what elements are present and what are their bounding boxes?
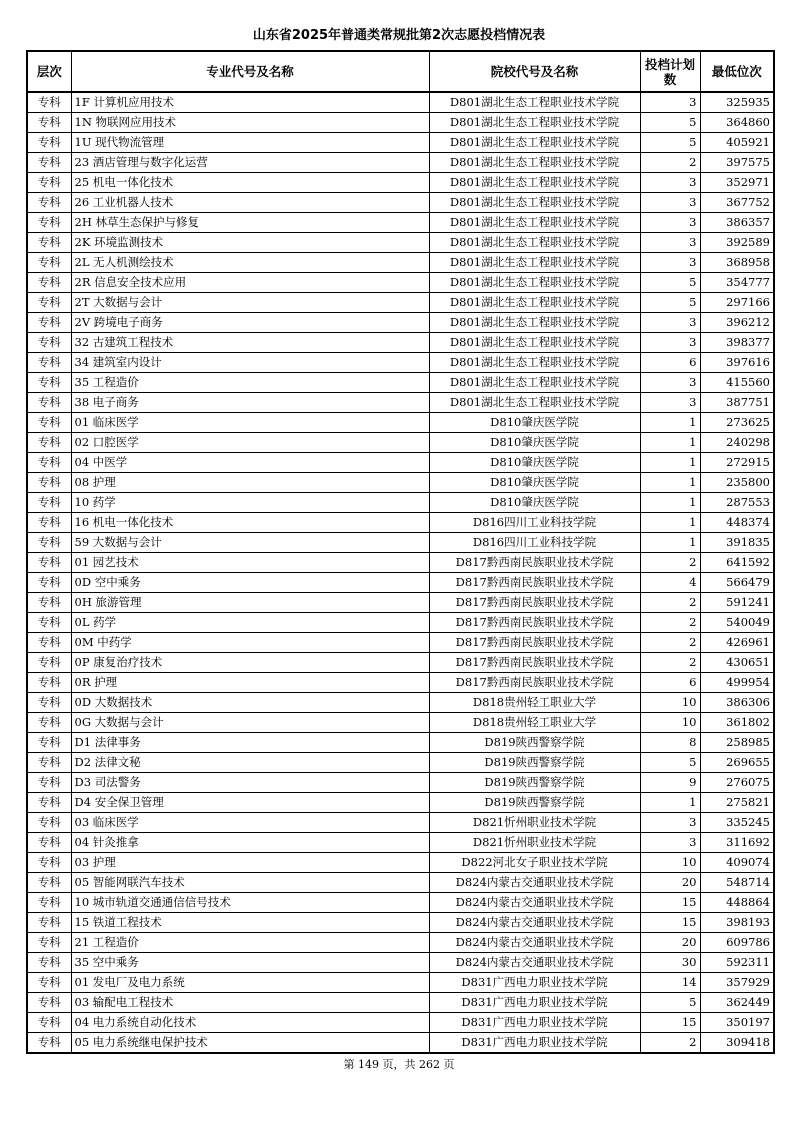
cell-plan: 1	[640, 433, 700, 453]
cell-school: D822河北女子职业技术学院	[429, 853, 640, 873]
cell-level: 专科	[27, 1013, 71, 1033]
cell-level: 专科	[27, 113, 71, 133]
table-row	[27, 873, 774, 893]
cell-school: D821忻州职业技术学院	[429, 833, 640, 853]
cell-school: D817黔西南民族职业技术学院	[429, 573, 640, 593]
cell-major: 03 临床医学	[71, 813, 429, 833]
cell-level: 专科	[27, 693, 71, 713]
cell-plan: 15	[640, 913, 700, 933]
table-row	[27, 913, 774, 933]
cell-level: 专科	[27, 133, 71, 153]
cell-major: 0H 旅游管理	[71, 593, 429, 613]
cell-rank: 352971	[700, 173, 774, 193]
cell-school: D801湖北生态工程职业技术学院	[429, 213, 640, 233]
cell-major: 35 工程造价	[71, 373, 429, 393]
cell-level: 专科	[27, 613, 71, 633]
cell-school: D801湖北生态工程职业技术学院	[429, 393, 640, 413]
table-row	[27, 733, 774, 753]
cell-plan: 5	[640, 133, 700, 153]
cell-rank: 499954	[700, 673, 774, 693]
cell-rank: 396212	[700, 313, 774, 333]
cell-school: D801湖北生态工程职业技术学院	[429, 133, 640, 153]
cell-plan: 3	[640, 813, 700, 833]
cell-plan: 5	[640, 753, 700, 773]
cell-plan: 2	[640, 1033, 700, 1054]
cell-plan: 3	[640, 92, 700, 113]
cell-major: 0G 大数据与会计	[71, 713, 429, 733]
cell-rank: 297166	[700, 293, 774, 313]
cell-rank: 272915	[700, 453, 774, 473]
cell-level: 专科	[27, 813, 71, 833]
cell-rank: 448374	[700, 513, 774, 533]
cell-plan: 10	[640, 713, 700, 733]
cell-school: D824内蒙古交通职业技术学院	[429, 873, 640, 893]
table-row	[27, 213, 774, 233]
table-row	[27, 393, 774, 413]
cell-plan: 3	[640, 833, 700, 853]
cell-rank: 397575	[700, 153, 774, 173]
cell-level: 专科	[27, 313, 71, 333]
cell-school: D817黔西南民族职业技术学院	[429, 553, 640, 573]
cell-rank: 591241	[700, 593, 774, 613]
cell-rank: 426961	[700, 633, 774, 653]
cell-major: 2R 信息安全技术应用	[71, 273, 429, 293]
table-row	[27, 253, 774, 273]
table-row	[27, 293, 774, 313]
cell-major: 26 工业机器人技术	[71, 193, 429, 213]
table-row	[27, 573, 774, 593]
cell-major: 04 电力系统自动化技术	[71, 1013, 429, 1033]
cell-rank: 386306	[700, 693, 774, 713]
cell-rank: 415560	[700, 373, 774, 393]
cell-school: D819陕西警察学院	[429, 733, 640, 753]
cell-rank: 566479	[700, 573, 774, 593]
cell-plan: 15	[640, 893, 700, 913]
cell-plan: 1	[640, 493, 700, 513]
cell-plan: 3	[640, 173, 700, 193]
cell-plan: 4	[640, 573, 700, 593]
cell-level: 专科	[27, 713, 71, 733]
cell-major: 15 铁道工程技术	[71, 913, 429, 933]
cell-level: 专科	[27, 433, 71, 453]
cell-plan: 20	[640, 873, 700, 893]
cell-school: D816四川工业科技学院	[429, 513, 640, 533]
cell-rank: 398193	[700, 913, 774, 933]
table-body	[27, 92, 774, 1053]
cell-school: D831广西电力职业技术学院	[429, 1033, 640, 1054]
cell-plan: 1	[640, 413, 700, 433]
cell-level: 专科	[27, 253, 71, 273]
cell-major: 23 酒店管理与数字化运营	[71, 153, 429, 173]
table-row	[27, 1033, 774, 1054]
cell-major: 08 护理	[71, 473, 429, 493]
cell-major: 04 针灸推拿	[71, 833, 429, 853]
cell-rank: 309418	[700, 1033, 774, 1054]
cell-school: D817黔西南民族职业技术学院	[429, 653, 640, 673]
cell-rank: 592311	[700, 953, 774, 973]
cell-school: D824内蒙古交通职业技术学院	[429, 913, 640, 933]
cell-rank: 397616	[700, 353, 774, 373]
cell-school: D810肇庆医学院	[429, 453, 640, 473]
cell-rank: 258985	[700, 733, 774, 753]
cell-level: 专科	[27, 913, 71, 933]
cell-plan: 3	[640, 233, 700, 253]
cell-level: 专科	[27, 333, 71, 353]
cell-school: D801湖北生态工程职业技术学院	[429, 273, 640, 293]
cell-rank: 325935	[700, 92, 774, 113]
table-row	[27, 113, 774, 133]
table-row	[27, 773, 774, 793]
cell-level: 专科	[27, 453, 71, 473]
cell-major: 2H 林草生态保护与修复	[71, 213, 429, 233]
cell-school: D801湖北生态工程职业技术学院	[429, 313, 640, 333]
cell-school: D801湖北生态工程职业技术学院	[429, 373, 640, 393]
cell-level: 专科	[27, 873, 71, 893]
cell-level: 专科	[27, 213, 71, 233]
cell-rank: 609786	[700, 933, 774, 953]
cell-level: 专科	[27, 573, 71, 593]
table-row	[27, 1013, 774, 1033]
cell-rank: 235800	[700, 473, 774, 493]
cell-major: 01 发电厂及电力系统	[71, 973, 429, 993]
table-row	[27, 193, 774, 213]
cell-level: 专科	[27, 513, 71, 533]
cell-school: D801湖北生态工程职业技术学院	[429, 92, 640, 113]
table-row	[27, 173, 774, 193]
cell-plan: 2	[640, 613, 700, 633]
cell-major: 04 中医学	[71, 453, 429, 473]
cell-school: D818贵州轻工职业大学	[429, 713, 640, 733]
cell-level: 专科	[27, 1033, 71, 1054]
cell-plan: 2	[640, 633, 700, 653]
cell-rank: 540049	[700, 613, 774, 633]
cell-major: 05 电力系统继电保护技术	[71, 1033, 429, 1054]
page-number-footer: 第 149 页，共 262 页	[343, 1058, 455, 1071]
cell-major: 02 口腔医学	[71, 433, 429, 453]
table-row	[27, 353, 774, 373]
cell-school: D818贵州轻工职业大学	[429, 693, 640, 713]
cell-major: 1F 计算机应用技术	[71, 92, 429, 113]
cell-level: 专科	[27, 633, 71, 653]
cell-plan: 2	[640, 593, 700, 613]
table-row	[27, 973, 774, 993]
cell-major: 05 智能网联汽车技术	[71, 873, 429, 893]
cell-major: 16 机电一体化技术	[71, 513, 429, 533]
cell-plan: 3	[640, 393, 700, 413]
cell-plan: 10	[640, 693, 700, 713]
cell-rank: 391835	[700, 533, 774, 553]
cell-level: 专科	[27, 853, 71, 873]
cell-school: D824内蒙古交通职业技术学院	[429, 893, 640, 913]
cell-rank: 387751	[700, 393, 774, 413]
cell-level: 专科	[27, 953, 71, 973]
table-row	[27, 373, 774, 393]
cell-level: 专科	[27, 993, 71, 1013]
cell-level: 专科	[27, 173, 71, 193]
cell-plan: 5	[640, 273, 700, 293]
page-title: 山东省2025年普通类常规批第2次志愿投档情况表	[252, 28, 546, 43]
table-row	[27, 853, 774, 873]
cell-rank: 368958	[700, 253, 774, 273]
cell-plan: 2	[640, 153, 700, 173]
cell-major: 35 空中乘务	[71, 953, 429, 973]
cell-major: 2V 跨境电子商务	[71, 313, 429, 333]
cell-major: 1U 现代物流管理	[71, 133, 429, 153]
cell-rank: 273625	[700, 413, 774, 433]
header-rank: 最低位次	[700, 51, 774, 92]
cell-rank: 240298	[700, 433, 774, 453]
cell-rank: 430651	[700, 653, 774, 673]
cell-plan: 2	[640, 653, 700, 673]
header-level: 层次	[27, 51, 71, 92]
cell-plan: 1	[640, 453, 700, 473]
cell-major: 0P 康复治疗技术	[71, 653, 429, 673]
cell-major: 2K 环境监测技术	[71, 233, 429, 253]
cell-plan: 9	[640, 773, 700, 793]
cell-rank: 275821	[700, 793, 774, 813]
cell-major: D2 法律文秘	[71, 753, 429, 773]
cell-major: 03 输配电工程技术	[71, 993, 429, 1013]
cell-plan: 1	[640, 793, 700, 813]
cell-plan: 3	[640, 193, 700, 213]
cell-level: 专科	[27, 593, 71, 613]
cell-school: D810肇庆医学院	[429, 473, 640, 493]
cell-school: D819陕西警察学院	[429, 753, 640, 773]
header-plan: 投档计划数	[640, 51, 700, 92]
cell-rank: 357929	[700, 973, 774, 993]
cell-school: D817黔西南民族职业技术学院	[429, 633, 640, 653]
admission-table	[26, 50, 775, 1054]
table-row	[27, 993, 774, 1013]
cell-school: D817黔西南民族职业技术学院	[429, 673, 640, 693]
table-row	[27, 273, 774, 293]
table-row	[27, 313, 774, 333]
cell-rank: 409074	[700, 853, 774, 873]
cell-major: D1 法律事务	[71, 733, 429, 753]
cell-level: 专科	[27, 493, 71, 513]
header-major: 专业代号及名称	[71, 51, 429, 92]
cell-major: 34 建筑室内设计	[71, 353, 429, 373]
cell-plan: 1	[640, 533, 700, 553]
cell-school: D831广西电力职业技术学院	[429, 973, 640, 993]
table-row	[27, 513, 774, 533]
cell-school: D816四川工业科技学院	[429, 533, 640, 553]
table-row	[27, 433, 774, 453]
cell-rank: 311692	[700, 833, 774, 853]
cell-level: 专科	[27, 773, 71, 793]
cell-rank: 269655	[700, 753, 774, 773]
cell-level: 专科	[27, 793, 71, 813]
cell-rank: 641592	[700, 553, 774, 573]
cell-level: 专科	[27, 273, 71, 293]
cell-rank: 405921	[700, 133, 774, 153]
table-row	[27, 133, 774, 153]
cell-plan: 30	[640, 953, 700, 973]
cell-school: D801湖北生态工程职业技术学院	[429, 193, 640, 213]
cell-plan: 20	[640, 933, 700, 953]
cell-rank: 364860	[700, 113, 774, 133]
cell-rank: 392589	[700, 233, 774, 253]
cell-major: D3 司法警务	[71, 773, 429, 793]
cell-major: 32 古建筑工程技术	[71, 333, 429, 353]
table-row	[27, 533, 774, 553]
table-row	[27, 813, 774, 833]
cell-rank: 386357	[700, 213, 774, 233]
cell-plan: 6	[640, 353, 700, 373]
cell-rank: 287553	[700, 493, 774, 513]
table-row	[27, 753, 774, 773]
cell-plan: 10	[640, 853, 700, 873]
cell-plan: 1	[640, 473, 700, 493]
table-row	[27, 793, 774, 813]
cell-plan: 5	[640, 113, 700, 133]
cell-school: D824内蒙古交通职业技术学院	[429, 933, 640, 953]
table-row	[27, 953, 774, 973]
table-row	[27, 633, 774, 653]
cell-major: 0L 药学	[71, 613, 429, 633]
table-row	[27, 653, 774, 673]
cell-school: D824内蒙古交通职业技术学院	[429, 953, 640, 973]
cell-plan: 3	[640, 373, 700, 393]
table-row	[27, 233, 774, 253]
table-row	[27, 833, 774, 853]
cell-major: 10 药学	[71, 493, 429, 513]
cell-school: D801湖北生态工程职业技术学院	[429, 253, 640, 273]
cell-major: 38 电子商务	[71, 393, 429, 413]
cell-major: 1N 物联网应用技术	[71, 113, 429, 133]
cell-level: 专科	[27, 553, 71, 573]
cell-level: 专科	[27, 733, 71, 753]
cell-level: 专科	[27, 413, 71, 433]
cell-major: 03 护理	[71, 853, 429, 873]
cell-major: 0R 护理	[71, 673, 429, 693]
cell-level: 专科	[27, 373, 71, 393]
table-row	[27, 473, 774, 493]
cell-major: 01 园艺技术	[71, 553, 429, 573]
cell-plan: 3	[640, 253, 700, 273]
cell-rank: 354777	[700, 273, 774, 293]
cell-plan: 5	[640, 993, 700, 1013]
table-row	[27, 333, 774, 353]
cell-school: D817黔西南民族职业技术学院	[429, 593, 640, 613]
cell-school: D810肇庆医学院	[429, 433, 640, 453]
cell-level: 专科	[27, 653, 71, 673]
table-row	[27, 453, 774, 473]
cell-major: 25 机电一体化技术	[71, 173, 429, 193]
cell-level: 专科	[27, 673, 71, 693]
cell-plan: 3	[640, 313, 700, 333]
table-row	[27, 613, 774, 633]
cell-school: D810肇庆医学院	[429, 493, 640, 513]
cell-level: 专科	[27, 193, 71, 213]
table-row	[27, 893, 774, 913]
table-row	[27, 413, 774, 433]
table-row	[27, 933, 774, 953]
cell-level: 专科	[27, 893, 71, 913]
table-row	[27, 553, 774, 573]
cell-plan: 14	[640, 973, 700, 993]
cell-level: 专科	[27, 393, 71, 413]
cell-plan: 6	[640, 673, 700, 693]
cell-major: 10 城市轨道交通通信信号技术	[71, 893, 429, 913]
cell-plan: 2	[640, 553, 700, 573]
cell-plan: 3	[640, 333, 700, 353]
cell-school: D817黔西南民族职业技术学院	[429, 613, 640, 633]
header-school: 院校代号及名称	[429, 51, 640, 92]
cell-rank: 335245	[700, 813, 774, 833]
cell-rank: 276075	[700, 773, 774, 793]
cell-plan: 8	[640, 733, 700, 753]
cell-major: 0M 中药学	[71, 633, 429, 653]
table-row	[27, 593, 774, 613]
table-row	[27, 713, 774, 733]
table-row	[27, 673, 774, 693]
cell-major: 2L 无人机测绘技术	[71, 253, 429, 273]
cell-rank: 448864	[700, 893, 774, 913]
cell-major: 0D 空中乘务	[71, 573, 429, 593]
cell-level: 专科	[27, 92, 71, 113]
cell-plan: 1	[640, 513, 700, 533]
cell-school: D819陕西警察学院	[429, 793, 640, 813]
cell-major: 01 临床医学	[71, 413, 429, 433]
cell-major: D4 安全保卫管理	[71, 793, 429, 813]
table-row	[27, 92, 774, 113]
table-row	[27, 153, 774, 173]
cell-rank: 367752	[700, 193, 774, 213]
cell-school: D801湖北生态工程职业技术学院	[429, 353, 640, 373]
cell-rank: 398377	[700, 333, 774, 353]
cell-level: 专科	[27, 933, 71, 953]
cell-rank: 361802	[700, 713, 774, 733]
table-header-row	[27, 51, 774, 92]
cell-level: 专科	[27, 753, 71, 773]
cell-rank: 350197	[700, 1013, 774, 1033]
cell-plan: 5	[640, 293, 700, 313]
cell-level: 专科	[27, 833, 71, 853]
cell-level: 专科	[27, 353, 71, 373]
cell-school: D801湖北生态工程职业技术学院	[429, 233, 640, 253]
cell-level: 专科	[27, 973, 71, 993]
cell-school: D819陕西警察学院	[429, 773, 640, 793]
cell-school: D801湖北生态工程职业技术学院	[429, 333, 640, 353]
cell-school: D801湖北生态工程职业技术学院	[429, 153, 640, 173]
cell-level: 专科	[27, 233, 71, 253]
cell-school: D801湖北生态工程职业技术学院	[429, 113, 640, 133]
cell-level: 专科	[27, 533, 71, 553]
table-row	[27, 493, 774, 513]
cell-level: 专科	[27, 473, 71, 493]
cell-school: D821忻州职业技术学院	[429, 813, 640, 833]
cell-level: 专科	[27, 293, 71, 313]
cell-school: D831广西电力职业技术学院	[429, 993, 640, 1013]
cell-rank: 548714	[700, 873, 774, 893]
cell-plan: 3	[640, 213, 700, 233]
cell-major: 59 大数据与会计	[71, 533, 429, 553]
table-row	[27, 693, 774, 713]
cell-school: D831广西电力职业技术学院	[429, 1013, 640, 1033]
cell-level: 专科	[27, 153, 71, 173]
cell-major: 0D 大数据技术	[71, 693, 429, 713]
cell-school: D810肇庆医学院	[429, 413, 640, 433]
cell-rank: 362449	[700, 993, 774, 1013]
cell-school: D801湖北生态工程职业技术学院	[429, 293, 640, 313]
cell-school: D801湖北生态工程职业技术学院	[429, 173, 640, 193]
cell-major: 2T 大数据与会计	[71, 293, 429, 313]
cell-major: 21 工程造价	[71, 933, 429, 953]
cell-plan: 15	[640, 1013, 700, 1033]
